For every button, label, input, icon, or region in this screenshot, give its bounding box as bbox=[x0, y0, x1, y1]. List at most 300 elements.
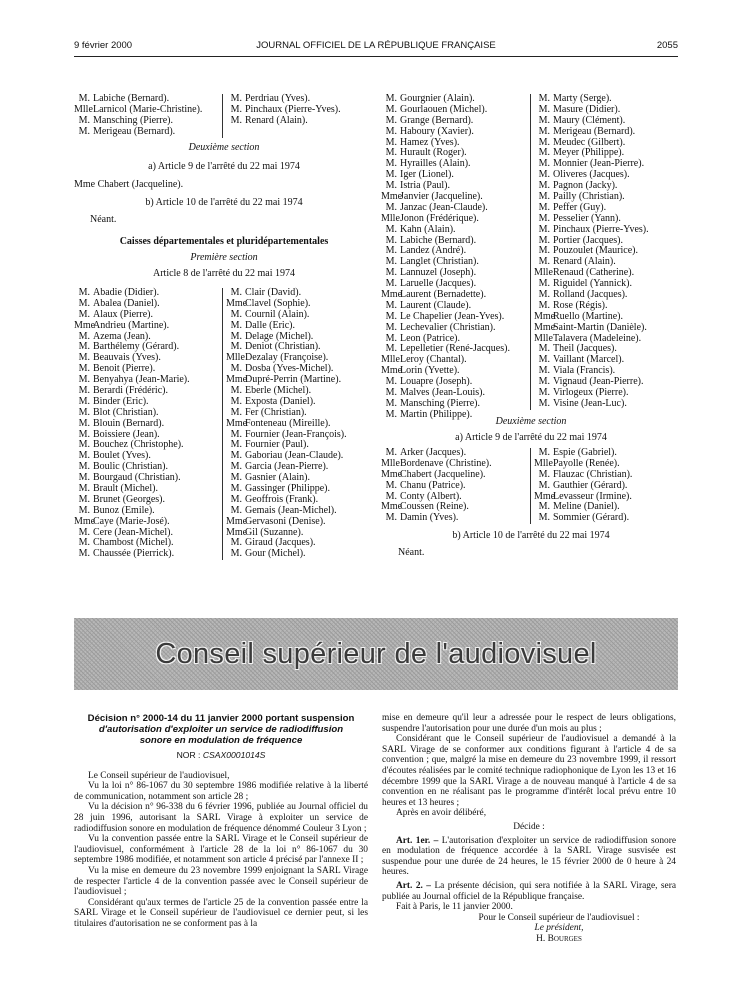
title: M. bbox=[78, 406, 90, 418]
person-name: Jonon (Frédérique). bbox=[400, 212, 479, 224]
title: M. bbox=[538, 256, 550, 268]
person-name: Louapre (Joseph). bbox=[400, 376, 473, 388]
person-name: Brault (Michel). bbox=[93, 483, 158, 495]
title: M. bbox=[538, 201, 550, 213]
title: M. bbox=[538, 343, 550, 355]
person-name: Fournier (Jean-François). bbox=[245, 428, 347, 440]
caisses-heading: Caisses départementales et pluridépartementales bbox=[119, 236, 329, 247]
title: Mme bbox=[74, 319, 96, 331]
column-divider bbox=[222, 94, 223, 138]
person-name: Conty (Albert). bbox=[400, 490, 462, 502]
person-name: Mansching (Pierre). bbox=[93, 114, 173, 126]
person-name: Eberle (Michel). bbox=[245, 385, 312, 397]
title: M. bbox=[538, 93, 550, 104]
name-entry bbox=[226, 116, 376, 127]
title: M. bbox=[78, 417, 90, 429]
name-list bbox=[381, 94, 531, 421]
title: M. bbox=[538, 289, 550, 301]
person-name: Exposta (Daniel). bbox=[245, 395, 316, 407]
person-name: Malves (Jean-Louis). bbox=[400, 387, 485, 399]
person-name: Landez (André). bbox=[400, 245, 467, 257]
title: M. bbox=[78, 93, 90, 104]
title: M. bbox=[78, 287, 90, 298]
name-entry bbox=[74, 321, 224, 332]
title: M. bbox=[385, 332, 397, 344]
title: Mme bbox=[381, 468, 403, 480]
person-name: Maury (Clément). bbox=[553, 114, 626, 126]
person-name: Masure (Didier). bbox=[553, 103, 621, 115]
person-name: Gourlaouen (Michel). bbox=[400, 103, 488, 115]
person-name: Kahn (Alain). bbox=[400, 223, 456, 235]
title: M. bbox=[230, 406, 242, 418]
person-name: Deniot (Christian). bbox=[245, 341, 321, 353]
title: M. bbox=[385, 310, 397, 322]
title: M. bbox=[385, 114, 397, 126]
person-name: Abalea (Daniel). bbox=[93, 297, 160, 309]
title: M. bbox=[78, 374, 90, 386]
decide-heading: Décide : bbox=[513, 821, 545, 832]
title: Mme bbox=[226, 374, 248, 386]
name-entry bbox=[534, 399, 684, 410]
person-name: Leon (Patrice). bbox=[400, 332, 460, 344]
title: M. bbox=[385, 147, 397, 159]
title: M. bbox=[385, 343, 397, 355]
person-name: Gassinger (Philippe). bbox=[245, 483, 330, 495]
person-name: Iger (Lionel). bbox=[400, 169, 454, 181]
name-entry bbox=[74, 549, 224, 560]
title: M. bbox=[78, 483, 90, 495]
title: M. bbox=[230, 319, 242, 331]
title: Mme bbox=[74, 179, 96, 190]
title: M. bbox=[385, 408, 397, 420]
title: M. bbox=[538, 191, 550, 203]
title: M. bbox=[230, 308, 242, 320]
decision-paragraph: Considérant qu'aux termes de l'article 25 de la convention passée entre la SARL Virage et le Conseil supérieur de l'audiovisuel ce dernier peut, si les titulaires d'autorisation ne se conforment pas à la bbox=[74, 897, 368, 929]
person-name: Hamez (Yves). bbox=[400, 136, 460, 148]
person-name: Clair (David). bbox=[245, 287, 302, 298]
title: M. bbox=[78, 504, 90, 516]
title: M. bbox=[538, 397, 550, 409]
title: Mme bbox=[381, 289, 403, 301]
column-divider bbox=[530, 94, 531, 410]
person-name: Ruello (Martine). bbox=[553, 310, 623, 322]
signature-role: Le président, bbox=[534, 923, 584, 934]
person-name: Portier (Jacques). bbox=[553, 234, 623, 246]
person-name: Cournil (Alain). bbox=[245, 308, 310, 320]
title: M. bbox=[385, 201, 397, 213]
decision-title bbox=[74, 713, 368, 746]
decision-body-left bbox=[74, 771, 368, 930]
title: M. bbox=[230, 472, 242, 484]
person-name: Dalle (Eric). bbox=[245, 319, 295, 331]
title: M. bbox=[78, 537, 90, 549]
article-heading: a) Article 9 de l'arrêté du 22 mai 1974 bbox=[455, 432, 607, 443]
person-name: Dupré-Perrin (Martine). bbox=[245, 374, 342, 386]
title: M. bbox=[230, 428, 242, 440]
section-heading: Deuxième section bbox=[188, 142, 260, 153]
header-journal-title: JOURNAL OFFICIEL DE LA RÉPUBLIQUE FRANÇAISE bbox=[256, 40, 496, 51]
title: M. bbox=[230, 363, 242, 375]
title: M. bbox=[230, 483, 242, 495]
title: M. bbox=[385, 397, 397, 409]
title: M. bbox=[78, 341, 90, 353]
person-name: Chanu (Patrice). bbox=[400, 479, 466, 491]
article-label: Art. 1er. – bbox=[396, 835, 439, 846]
person-name: Pinchaux (Pierre-Yves). bbox=[553, 223, 649, 235]
person-name: Martin (Philippe). bbox=[400, 408, 473, 420]
decision-paragraph: Vu la convention passée entre la SARL Virage et le Conseil supérieur de l'audiovisuel, conformément à l'article 28 de la loi n° 86-1067 du 30 septembre 1986 modifiée, et notamment son article 4 précisé par l'annexe II ; bbox=[74, 834, 368, 866]
title: M. bbox=[78, 125, 90, 137]
person-name: Labiche (Bernard). bbox=[400, 234, 477, 246]
person-name: Damin (Yves). bbox=[400, 512, 459, 524]
name-entry bbox=[226, 549, 376, 560]
title: M. bbox=[385, 125, 397, 137]
nor-reference bbox=[74, 750, 368, 761]
person-name: Chabert (Jacqueline). bbox=[400, 468, 486, 480]
person-name: Meyer (Philippe). bbox=[553, 147, 625, 159]
decision-paragraph: Le Conseil supérieur de l'audiovisuel, bbox=[88, 770, 230, 781]
person-name: Boulet (Yves). bbox=[93, 450, 151, 462]
title: M. bbox=[230, 341, 242, 353]
title: M. bbox=[78, 308, 90, 320]
title: Mlle bbox=[534, 332, 553, 344]
person-name: Dosba (Yves-Michel). bbox=[245, 363, 334, 375]
person-name: Barthélemy (Gérard). bbox=[93, 341, 180, 353]
person-name: Le Chapelier (Jean-Yves). bbox=[400, 310, 505, 322]
person-name: Chambost (Michel). bbox=[93, 537, 174, 549]
name-list bbox=[226, 288, 376, 560]
person-name: Fonteneau (Mireille). bbox=[245, 417, 331, 429]
person-name: Rolland (Jacques). bbox=[553, 289, 628, 301]
name-list bbox=[74, 94, 224, 138]
name-list bbox=[534, 94, 684, 410]
signature-pour: Pour le Conseil supérieur de l'audiovisuel : bbox=[478, 912, 640, 923]
title: M. bbox=[78, 526, 90, 538]
name-entry bbox=[74, 419, 224, 430]
person-name: Grange (Bernard). bbox=[400, 114, 474, 126]
title: Mlle bbox=[381, 212, 400, 224]
title: M. bbox=[230, 395, 242, 407]
header-date: 9 février 2000 bbox=[74, 40, 133, 51]
title: M. bbox=[78, 114, 90, 126]
decision-body-right bbox=[382, 713, 676, 819]
name-entry bbox=[226, 321, 376, 332]
title: Mme bbox=[381, 191, 403, 203]
person-name: Istria (Paul). bbox=[400, 180, 450, 192]
nor-code: CSAX0001014S bbox=[202, 750, 266, 760]
person-name: Bordenave (Christine). bbox=[400, 457, 492, 469]
article-heading: b) Article 10 de l'arrêté du 22 mai 1974 bbox=[145, 197, 303, 208]
title: Mme bbox=[226, 526, 248, 538]
title: M. bbox=[230, 461, 242, 473]
title: M. bbox=[230, 103, 242, 115]
person-name: Gaboriau (Jean-Claude). bbox=[245, 450, 344, 462]
article-label: Art. 2. – bbox=[396, 880, 431, 891]
person-name: Gil (Suzanne). bbox=[245, 526, 304, 538]
article-heading: b) Article 10 de l'arrêté du 22 mai 1974 bbox=[452, 530, 610, 541]
person-name: Rose (Régis). bbox=[553, 299, 608, 311]
person-name: Peffer (Guy). bbox=[553, 201, 607, 213]
name-list bbox=[74, 288, 224, 560]
article-1 bbox=[382, 836, 676, 878]
person-name: Payolle (Renée). bbox=[553, 457, 620, 469]
header-page-number: 2055 bbox=[656, 40, 678, 51]
title: M. bbox=[230, 287, 242, 298]
title: M. bbox=[230, 450, 242, 462]
title: M. bbox=[538, 468, 550, 480]
title: M. bbox=[230, 537, 242, 549]
person-name: Gasnier (Alain). bbox=[245, 472, 310, 484]
title: Mlle bbox=[381, 354, 400, 366]
person-name: Labiche (Bernard). bbox=[93, 93, 170, 104]
section-heading: Première section bbox=[190, 252, 258, 263]
person-name: Garcia (Jean-Pierre). bbox=[245, 461, 329, 473]
title: Mme bbox=[381, 501, 403, 513]
person-name: Gervasoni (Denise). bbox=[245, 515, 326, 527]
title: M. bbox=[385, 267, 397, 279]
name-entry bbox=[74, 127, 224, 138]
person-name: Pouzoulet (Maurice). bbox=[553, 245, 638, 257]
decision-title-line: d'autorisation d'exploiter un service de radiodiffusion bbox=[98, 724, 344, 735]
title: Mlle bbox=[534, 457, 553, 469]
person-name: Mansching (Pierre). bbox=[400, 397, 480, 409]
person-name: Virlogeux (Pierre). bbox=[553, 387, 629, 399]
title: M. bbox=[385, 321, 397, 333]
title: M. bbox=[78, 363, 90, 375]
person-name: Riguidel (Yannick). bbox=[553, 278, 632, 290]
title: M. bbox=[78, 450, 90, 462]
person-name: Lannuzel (Joseph). bbox=[400, 267, 477, 279]
title: M. bbox=[538, 114, 550, 126]
person-name: Abadie (Didier). bbox=[93, 287, 160, 298]
person-name: Fournier (Paul). bbox=[245, 439, 309, 451]
title: M. bbox=[538, 365, 550, 377]
person-name: Pagnon (Jacky). bbox=[553, 180, 618, 192]
person-name: Coussen (Reine). bbox=[400, 501, 469, 513]
person-name: Lorin (Yvette). bbox=[400, 365, 460, 377]
person-name: Visine (Jean-Luc). bbox=[553, 397, 627, 409]
title: M. bbox=[538, 212, 550, 224]
name-entry bbox=[226, 419, 376, 430]
decision-right-column bbox=[382, 713, 676, 944]
name-list bbox=[226, 94, 376, 127]
person-name: Oliveres (Jacques). bbox=[553, 169, 630, 181]
running-header bbox=[74, 40, 678, 54]
decision-title-line: Décision n° 2000-14 du 11 janvier 2000 portant suspension bbox=[87, 713, 355, 724]
person-name: Janzac (Jean-Claude). bbox=[400, 201, 488, 213]
title: M. bbox=[538, 278, 550, 290]
title: Mme bbox=[381, 365, 403, 377]
title: M. bbox=[538, 180, 550, 192]
title: M. bbox=[538, 376, 550, 388]
column-divider bbox=[222, 288, 223, 560]
person-name: Marty (Serge). bbox=[553, 93, 612, 104]
decision-paragraph: Vu la loi n° 86-1067 du 30 septembre 1986 modifiée relative à la liberté de communication, notamment son article 28 ; bbox=[74, 781, 368, 802]
person-name: Azema (Jean). bbox=[93, 330, 151, 342]
fait-a-paris: Fait à Paris, le 11 janvier 2000. bbox=[396, 902, 513, 913]
signature-name: H. Bourges bbox=[536, 933, 582, 944]
title: M. bbox=[78, 352, 90, 364]
person-name: Hyrailles (Alain). bbox=[400, 158, 471, 170]
name-entry bbox=[381, 513, 531, 524]
title: M. bbox=[385, 490, 397, 502]
person-name: Lepelletier (René-Jacques). bbox=[400, 343, 510, 355]
person-name: Merigeau (Bernard). bbox=[553, 125, 636, 137]
person-name: Sommier (Gérard). bbox=[553, 512, 630, 524]
article-heading: Article 8 de l'arrêté du 22 mai 1974 bbox=[152, 268, 296, 279]
person-name: Pesselier (Yann). bbox=[553, 212, 621, 224]
title: M. bbox=[230, 493, 242, 505]
title: M. bbox=[538, 354, 550, 366]
title: M. bbox=[538, 158, 550, 170]
title: M. bbox=[538, 136, 550, 148]
title: M. bbox=[385, 158, 397, 170]
person-name: Boissiere (Jean). bbox=[93, 428, 160, 440]
person-name: Arker (Jacques). bbox=[400, 447, 467, 458]
title: M. bbox=[78, 395, 90, 407]
title: M. bbox=[385, 376, 397, 388]
person-name: Caye (Marie-José). bbox=[93, 515, 170, 527]
title: M. bbox=[78, 439, 90, 451]
person-name: Leroy (Chantal). bbox=[400, 354, 467, 366]
title: M. bbox=[385, 103, 397, 115]
title: M. bbox=[230, 330, 242, 342]
person-name: Lechevalier (Christian). bbox=[400, 321, 496, 333]
person-name: Meline (Daniel). bbox=[553, 501, 620, 513]
person-name: Perdriau (Yves). bbox=[245, 93, 311, 104]
title: M. bbox=[538, 245, 550, 257]
title: M. bbox=[538, 447, 550, 458]
name-entry bbox=[381, 225, 531, 236]
name-entry bbox=[534, 225, 684, 236]
title: Mlle bbox=[226, 352, 245, 364]
person-name: Geoffrois (Frank). bbox=[245, 493, 319, 505]
title: Mme bbox=[226, 297, 248, 309]
person-name: Larnicol (Marie-Christine). bbox=[93, 103, 203, 115]
decision-paragraph: Vu la mise en demeure du 23 novembre 1999 enjoignant la SARL Virage de respecter l'article 4 de la convention passée avec le Conseil supérieur de l'audiovisuel ; bbox=[74, 865, 368, 898]
title: M. bbox=[385, 447, 397, 458]
section-banner bbox=[74, 618, 678, 690]
title: M. bbox=[538, 387, 550, 399]
name-entry bbox=[74, 517, 224, 528]
article-text: L'autorisation d'exploiter un service de radiodiffusion sonore en modulation de fréquence accordée à la SARL Virage susvisée est suspendue pour une durée de 24 heures, le 15 février 2000 de 0 heure à 24 heures. bbox=[382, 835, 677, 878]
decision-title-line: sonore en modulation de fréquence bbox=[139, 735, 303, 746]
person-name: Merigeau (Bernard). bbox=[93, 125, 176, 137]
section-heading: Deuxième section bbox=[495, 416, 567, 427]
person-name: Viala (Francis). bbox=[553, 365, 616, 377]
title: M. bbox=[385, 245, 397, 257]
title: Mlle bbox=[381, 457, 400, 469]
name-entry bbox=[381, 481, 531, 492]
person-name: Saint-Martin (Danièle). bbox=[553, 321, 647, 333]
title: M. bbox=[538, 479, 550, 491]
title: M. bbox=[538, 299, 550, 311]
title: M. bbox=[385, 136, 397, 148]
name-entry bbox=[381, 127, 531, 138]
name-entry bbox=[534, 323, 684, 334]
name-entry bbox=[534, 127, 684, 138]
title: M. bbox=[385, 278, 397, 290]
title: M. bbox=[385, 299, 397, 311]
title: M. bbox=[385, 234, 397, 246]
title: M. bbox=[230, 93, 242, 104]
person-name: Beauvais (Yves). bbox=[93, 352, 161, 364]
person-name: Dezalay (Françoise). bbox=[245, 352, 329, 364]
title: M. bbox=[538, 147, 550, 159]
title: M. bbox=[230, 548, 242, 560]
person-name: Renaud (Catherine). bbox=[553, 267, 635, 279]
person-name: Langlet (Christian). bbox=[400, 256, 479, 268]
person-name: Boulic (Christian). bbox=[93, 461, 168, 473]
title: Mlle bbox=[74, 103, 93, 115]
person-name: Janvier (Jacqueline). bbox=[400, 191, 483, 203]
title: M. bbox=[230, 114, 242, 126]
person-name: Gemais (Jean-Michel). bbox=[245, 504, 337, 516]
person-name: Flauzac (Christian). bbox=[553, 468, 633, 480]
title: M. bbox=[385, 387, 397, 399]
title: M. bbox=[538, 103, 550, 115]
neant-text: Néant. bbox=[398, 547, 425, 558]
decision-left-column bbox=[74, 713, 368, 930]
person-name: Meudec (Gilbert). bbox=[553, 136, 626, 148]
title: M. bbox=[385, 223, 397, 235]
column-divider bbox=[530, 448, 531, 524]
name-list bbox=[381, 448, 531, 524]
person-name: Gauthier (Gérard). bbox=[553, 479, 628, 491]
person-name: Bouchez (Christophe). bbox=[93, 439, 184, 451]
title: M. bbox=[230, 439, 242, 451]
person-name: Benyahya (Jean-Marie). bbox=[93, 374, 190, 386]
nor-label: NOR : bbox=[176, 750, 201, 760]
title: M. bbox=[385, 512, 397, 524]
name-list bbox=[534, 448, 684, 524]
title: M. bbox=[78, 297, 90, 309]
title: M. bbox=[538, 125, 550, 137]
person-name: Chaussée (Pierrick). bbox=[93, 548, 175, 560]
article-heading: a) Article 9 de l'arrêté du 22 mai 1974 bbox=[148, 161, 300, 172]
decision-paragraph: Après en avoir délibéré, bbox=[396, 808, 487, 819]
person-name: Binder (Eric). bbox=[93, 395, 149, 407]
article-text: La présente décision, qui sera notifiée à la SARL Virage, sera publiée au Journal officiel de la République française. bbox=[382, 880, 677, 902]
title: M. bbox=[78, 330, 90, 342]
person-name: Laurent (Bernadette). bbox=[400, 289, 487, 301]
decision-paragraph: Considérant que le Conseil supérieur de l'audiovisuel a demandé à la SARL Virage de se conformer aux conditions figurant à l'article 4 de sa convention ; que, malgré la mise en demeure du 23 novembre 1999, il ressort d'écoutes réalisées par le comité technique radiophonique de Lyon les 13 et 16 décembre 1999 que la SARL Virage a de nouveau manqué à l'article 4 de sa convention en ne réalisant pas le programme d'intérêt local prévu entre 10 heures et 13 heures ; bbox=[382, 734, 676, 808]
person-name: Hurault (Roger). bbox=[400, 147, 467, 159]
person-name: Renard (Alain). bbox=[245, 114, 308, 126]
person-name: Fer (Christian). bbox=[245, 406, 307, 418]
person-name: Brunet (Georges). bbox=[93, 493, 166, 505]
title: Mme bbox=[534, 490, 556, 502]
neant-text: Néant. bbox=[90, 214, 117, 225]
person-name: Benoit (Pierre). bbox=[93, 363, 156, 375]
person-name: Chabert (Jacqueline). bbox=[97, 179, 184, 190]
title: M. bbox=[230, 504, 242, 516]
person-name: Clavel (Sophie). bbox=[245, 297, 311, 309]
person-name: Pailly (Christian). bbox=[553, 191, 625, 203]
title: Mme bbox=[534, 321, 556, 333]
person-name: Vaillant (Marcel). bbox=[553, 354, 625, 366]
header-rule bbox=[74, 56, 678, 57]
title: M. bbox=[78, 428, 90, 440]
person-name: Theil (Jacques). bbox=[553, 343, 617, 355]
person-name: Gour (Michel). bbox=[245, 548, 306, 560]
person-name: Levasseur (Irmine). bbox=[553, 490, 632, 502]
person-name: Blot (Christian). bbox=[93, 406, 159, 418]
title: M. bbox=[78, 493, 90, 505]
person-name: Alaux (Pierre). bbox=[93, 308, 153, 320]
person-name: Renard (Alain). bbox=[553, 256, 616, 268]
person-name: Espie (Gabriel). bbox=[553, 447, 617, 458]
